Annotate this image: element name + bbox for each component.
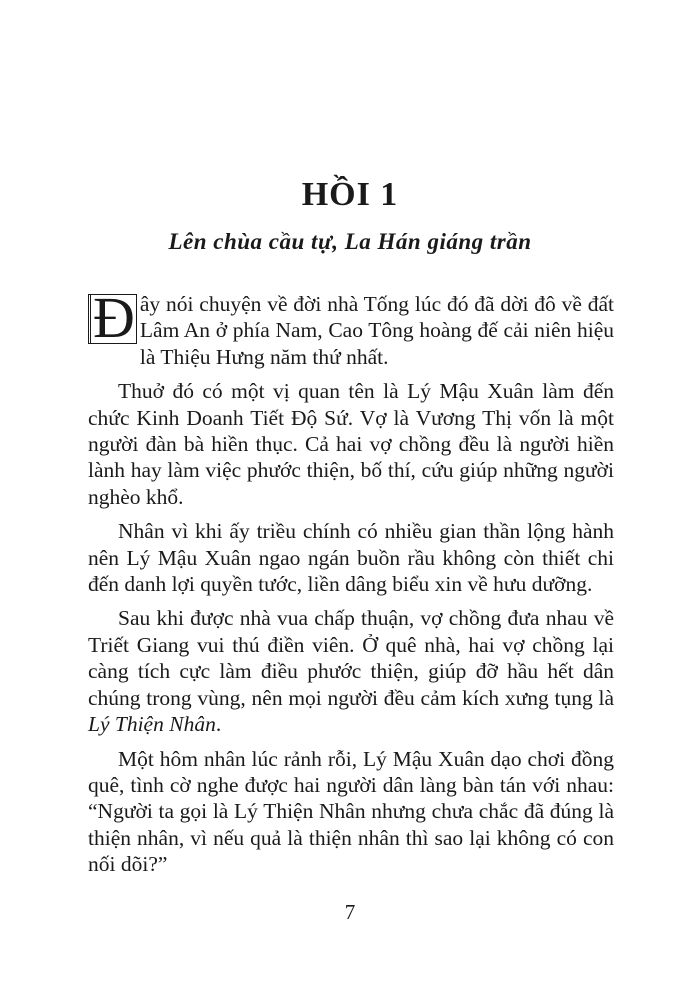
paragraph-4-text: Sau khi được nhà vua chấp thuận, vợ chồng đưa nhau về Triết Giang vui thú điền viên. Ở quê nhà, hai vợ chồng lại càng tích cực làm điều phước thiện, giúp đỡ hầu hết dân chúng trong vùng, nên mọi người đều cảm kích xưng tụng là: [88, 606, 614, 710]
page-number: 7: [344, 900, 356, 924]
chapter-title: HỒI 1: [301, 176, 399, 213]
honorific-name: Lý Thiện Nhân: [88, 712, 216, 737]
drop-cap-letter: Đ: [88, 294, 137, 344]
paragraph-1: [88, 285, 614, 370]
chapter-subtitle: Lên chùa cầu tự, La Hán giáng trần: [168, 229, 532, 254]
paragraph-4: [88, 605, 614, 737]
paragraph-5: Một hôm nhân lúc rảnh rỗi, Lý Mậu Xuân dạo chơi đồng quê, tình cờ nghe được hai người dân làng bàn tán với nhau: “Người ta gọi là Lý Thiện Nhân nhưng chưa chắc đã đúng là thiện nhân, vì nếu quả là thiện nhân thì sao lại không có con nối dõi?”: [88, 746, 614, 877]
paragraph-4-end: .: [215, 712, 222, 737]
paragraph-2: Thuở đó có một vị quan tên là Lý Mậu Xuân làm đến chức Kinh Doanh Tiết Độ Sứ. Vợ là Vương Thị vốn là một người đàn bà hiền thục. Cả hai vợ chồng đều là người hiền lành hay làm việc phước thiện, bố thí, cứu giúp những người nghèo khổ.: [88, 379, 614, 509]
paragraph-3: Nhân vì khi ấy triều chính có nhiều gian thần lộng hành nên Lý Mậu Xuân ngao ngán buồn rầu không còn thiết chi đến danh lợi quyền tước, liền dâng biểu xin về hưu dưỡng.: [88, 519, 614, 597]
paragraph-1-text: ây nói chuyện về đời nhà Tống lúc đó đã dời đô về đất Lâm An ở phía Nam, Cao Tông hoàng đế cải niên hiệu là Thiệu Hưng năm thứ nhất.: [139, 292, 614, 369]
chapter-body: [88, 285, 614, 886]
